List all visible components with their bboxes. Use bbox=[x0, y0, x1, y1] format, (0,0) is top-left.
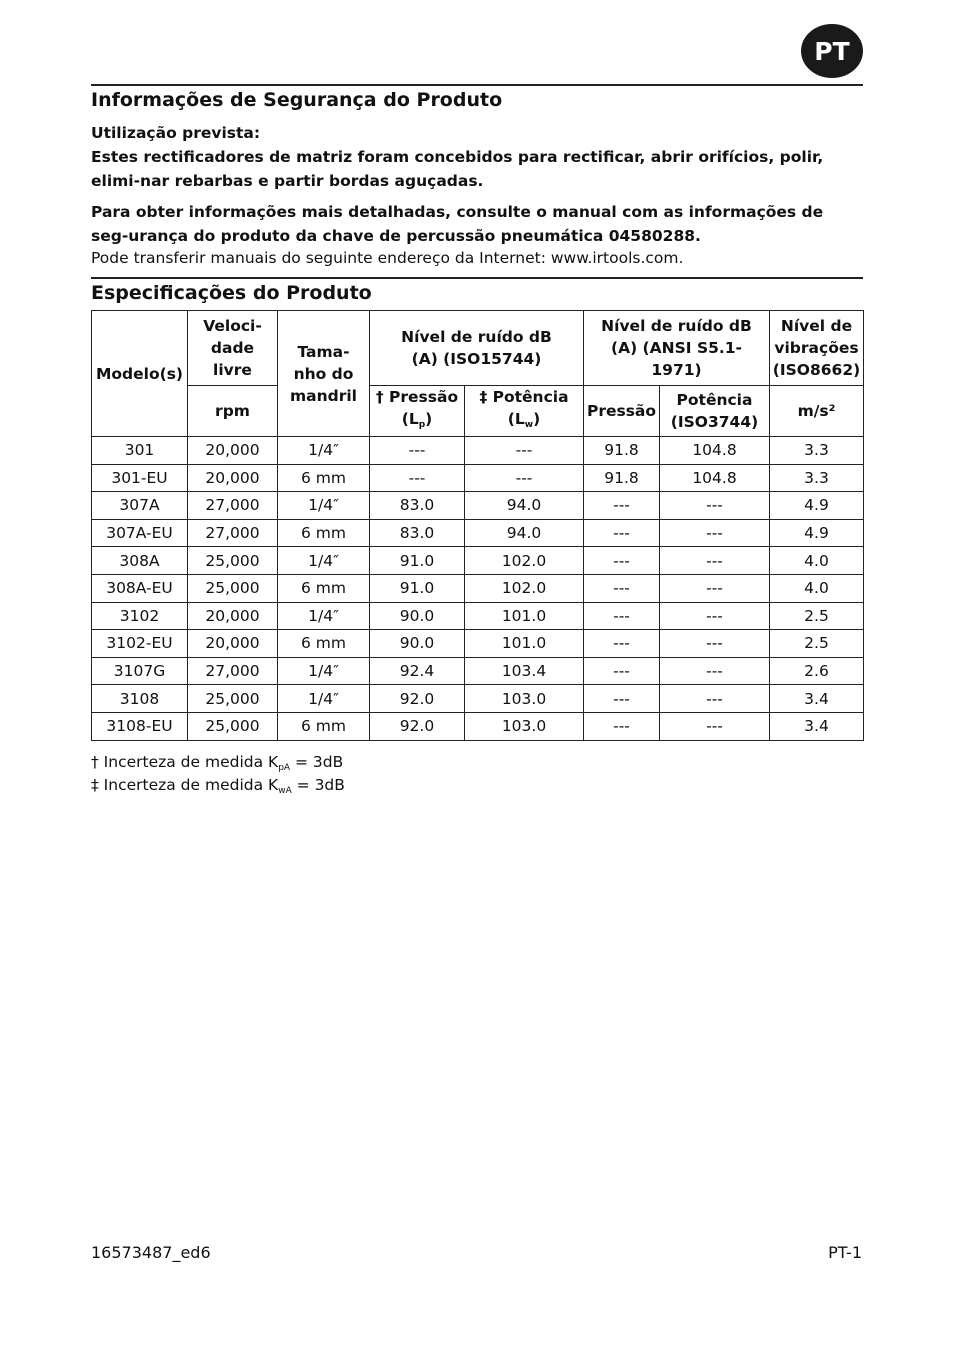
table-cell: 1/4″ bbox=[278, 547, 370, 575]
table-row bbox=[92, 574, 864, 602]
table-cell: --- bbox=[584, 602, 660, 630]
table-cell: 94.0 bbox=[465, 492, 584, 520]
table-cell: 104.8 bbox=[660, 437, 770, 465]
table-cell: 90.0 bbox=[370, 602, 465, 630]
specs-heading: Especificações do Produto bbox=[91, 282, 372, 304]
table-cell: --- bbox=[465, 437, 584, 465]
table-cell: 103.0 bbox=[465, 685, 584, 713]
header-vibration: Nível de vibrações (ISO8662) bbox=[770, 311, 864, 386]
table-cell: 3107G bbox=[92, 657, 188, 685]
header-chuck: Tama-nho do mandril bbox=[278, 311, 370, 437]
table-cell: 20,000 bbox=[188, 437, 278, 465]
table-row bbox=[92, 602, 864, 630]
table-cell: 83.0 bbox=[370, 519, 465, 547]
table-cell: 91.0 bbox=[370, 547, 465, 575]
table-cell: 91.8 bbox=[584, 437, 660, 465]
table-cell: 94.0 bbox=[465, 519, 584, 547]
table-cell: 27,000 bbox=[188, 657, 278, 685]
footnote-kpa: † Incerteza de medida $K_{pA} = 3dB$ bbox=[91, 753, 344, 773]
table-cell: --- bbox=[584, 492, 660, 520]
language-badge: PT bbox=[801, 24, 863, 78]
table-cell: 101.0 bbox=[465, 630, 584, 658]
download-text: Pode transferir manuais do seguinte endereço da Internet: www.irtools.com. bbox=[91, 249, 684, 267]
table-cell: --- bbox=[584, 519, 660, 547]
table-cell: 90.0 bbox=[370, 630, 465, 658]
table-cell: --- bbox=[584, 657, 660, 685]
table-cell: --- bbox=[660, 712, 770, 740]
header-potencia: Potência (ISO3744) bbox=[660, 386, 770, 437]
table-cell: 3.3 bbox=[770, 464, 864, 492]
header-ms2: m/s² bbox=[770, 386, 864, 437]
table-cell: 1/4″ bbox=[278, 602, 370, 630]
more-info-text: Para obter informações mais detalhadas, consulte o manual com as informações de seg-urança do produto da chave de percussão pneumática 04580288. bbox=[91, 203, 824, 245]
section-divider bbox=[91, 277, 863, 279]
table-cell: 1/4″ bbox=[278, 492, 370, 520]
table-cell: 1/4″ bbox=[278, 657, 370, 685]
table-cell: 27,000 bbox=[188, 492, 278, 520]
header-model: Modelo(s) bbox=[92, 311, 188, 437]
table-cell: 6 mm bbox=[278, 519, 370, 547]
table-cell: --- bbox=[660, 492, 770, 520]
table-cell: 92.0 bbox=[370, 712, 465, 740]
table-cell: 25,000 bbox=[188, 547, 278, 575]
table-cell: 4.0 bbox=[770, 574, 864, 602]
intended-use-text: Estes rectificadores de matriz foram concebidos para rectificar, abrir orifícios, polir, elimi-nar rebarbas e partir bordas aguçadas. bbox=[91, 148, 824, 190]
table-cell: 4.9 bbox=[770, 492, 864, 520]
table-cell: 1/4″ bbox=[278, 437, 370, 465]
table-cell: --- bbox=[660, 657, 770, 685]
table-cell: 4.9 bbox=[770, 519, 864, 547]
table-row bbox=[92, 519, 864, 547]
footnote-kwa: ‡ Incerteza de medida $K_{wA} = 3dB$ bbox=[91, 776, 345, 796]
table-cell: --- bbox=[660, 602, 770, 630]
table-cell: 20,000 bbox=[188, 630, 278, 658]
table-cell: --- bbox=[660, 685, 770, 713]
table-row bbox=[92, 492, 864, 520]
table-row bbox=[92, 685, 864, 713]
table-cell: --- bbox=[660, 547, 770, 575]
table-cell: --- bbox=[370, 437, 465, 465]
table-cell: 20,000 bbox=[188, 464, 278, 492]
table-cell: 6 mm bbox=[278, 574, 370, 602]
safety-heading: Informações de Segurança do Produto bbox=[91, 89, 503, 111]
table-cell: 1/4″ bbox=[278, 685, 370, 713]
table-cell: 27,000 bbox=[188, 519, 278, 547]
header-speed: Veloci-dade livre bbox=[188, 311, 278, 386]
table-cell: --- bbox=[584, 630, 660, 658]
table-cell: 91.0 bbox=[370, 574, 465, 602]
table-cell: 3108 bbox=[92, 685, 188, 713]
table-cell: 103.0 bbox=[465, 712, 584, 740]
table-row bbox=[92, 547, 864, 575]
table-cell: 3108-EU bbox=[92, 712, 188, 740]
table-cell: 92.4 bbox=[370, 657, 465, 685]
table-cell: 301 bbox=[92, 437, 188, 465]
table-cell: 308A-EU bbox=[92, 574, 188, 602]
table-cell: 102.0 bbox=[465, 574, 584, 602]
table-cell: 102.0 bbox=[465, 547, 584, 575]
table-cell: --- bbox=[660, 519, 770, 547]
page-number: PT-1 bbox=[828, 1243, 862, 1262]
table-cell: 3102-EU bbox=[92, 630, 188, 658]
table-cell: 2.5 bbox=[770, 630, 864, 658]
table-cell: 103.4 bbox=[465, 657, 584, 685]
doc-number: 16573487_ed6 bbox=[91, 1243, 211, 1262]
table-row bbox=[92, 712, 864, 740]
table-cell: 6 mm bbox=[278, 712, 370, 740]
table-cell: 92.0 bbox=[370, 685, 465, 713]
top-divider bbox=[91, 84, 863, 86]
intended-use-label: Utilização prevista: bbox=[91, 124, 261, 142]
table-cell: 25,000 bbox=[188, 712, 278, 740]
header-noise-iso: Nível de ruído dB (A) (ISO15744) bbox=[370, 311, 584, 386]
table-cell: 104.8 bbox=[660, 464, 770, 492]
header-rpm: rpm bbox=[188, 386, 278, 437]
table-cell: 3.4 bbox=[770, 685, 864, 713]
table-cell: 301-EU bbox=[92, 464, 188, 492]
table-cell: 6 mm bbox=[278, 630, 370, 658]
table-cell: 2.5 bbox=[770, 602, 864, 630]
table-cell: 6 mm bbox=[278, 464, 370, 492]
header-power-lw: ‡ Potência $(L_w)$ bbox=[465, 386, 584, 437]
specifications-table bbox=[91, 310, 864, 741]
header-noise-ansi: Nível de ruído dB (A) (ANSI S5.1-1971) bbox=[584, 311, 770, 386]
table-cell: 307A bbox=[92, 492, 188, 520]
table-row bbox=[92, 630, 864, 658]
table-cell: 91.8 bbox=[584, 464, 660, 492]
table-cell: 101.0 bbox=[465, 602, 584, 630]
table-cell: 307A-EU bbox=[92, 519, 188, 547]
table-cell: 83.0 bbox=[370, 492, 465, 520]
table-cell: --- bbox=[660, 630, 770, 658]
table-cell: 20,000 bbox=[188, 602, 278, 630]
table-row bbox=[92, 437, 864, 465]
table-cell: --- bbox=[584, 547, 660, 575]
table-row bbox=[92, 464, 864, 492]
table-row bbox=[92, 657, 864, 685]
table-cell: 4.0 bbox=[770, 547, 864, 575]
table-cell: 2.6 bbox=[770, 657, 864, 685]
table-cell: 3.3 bbox=[770, 437, 864, 465]
table-cell: 3.4 bbox=[770, 712, 864, 740]
table-cell: 3102 bbox=[92, 602, 188, 630]
table-cell: --- bbox=[584, 685, 660, 713]
table-cell: --- bbox=[370, 464, 465, 492]
header-pressao: Pressão bbox=[584, 386, 660, 437]
table-cell: --- bbox=[465, 464, 584, 492]
table-cell: --- bbox=[660, 574, 770, 602]
table-cell: --- bbox=[584, 574, 660, 602]
table-cell: 25,000 bbox=[188, 574, 278, 602]
table-cell: 25,000 bbox=[188, 685, 278, 713]
table-cell: 308A bbox=[92, 547, 188, 575]
header-pressure-lp: † Pressão $(L_p)$ bbox=[370, 386, 465, 437]
table-cell: --- bbox=[584, 712, 660, 740]
